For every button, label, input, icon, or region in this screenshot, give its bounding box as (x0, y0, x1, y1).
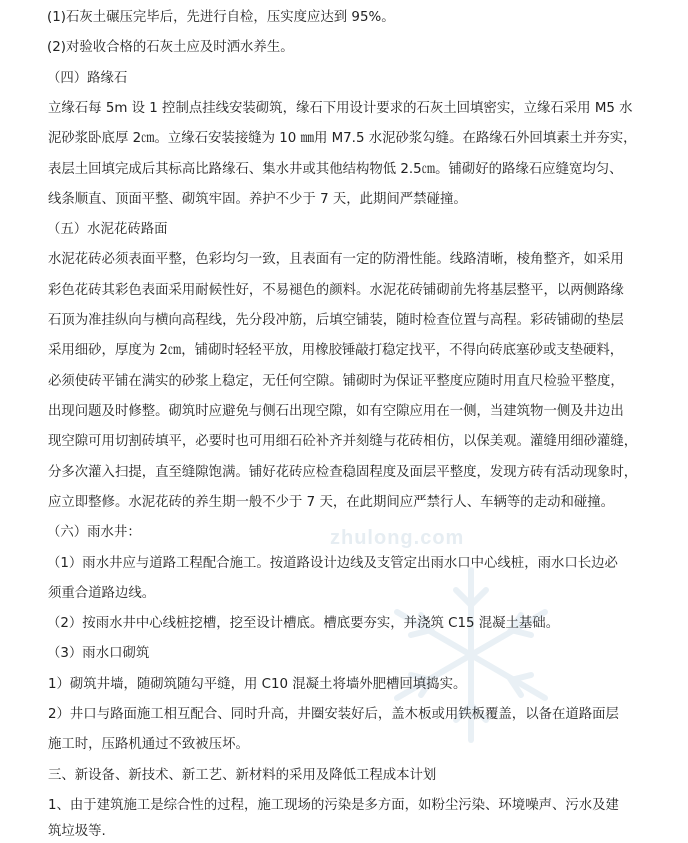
text-line: 线条顺直、顶面平整、砌筑牢固。养护不少于 7 天，此期间严禁碰撞。 (48, 192, 467, 207)
text-line: 施工时，压路机通过不致被压坏。 (48, 737, 249, 752)
text-line: 泥砂浆卧底厚 2㎝。立缘石安装接缝为 10 ㎜用 M7.5 水泥砂浆勾缝。在路缘石外回填素土并夯实， (48, 131, 637, 146)
section-heading: （五）水泥花砖路面 (47, 222, 168, 237)
text-line: (1)石灰土碾压完毕后，先进行自检，压实度应达到 95%。 (47, 10, 395, 25)
section-heading: 三、新设备、新技术、新工艺、新材料的采用及降低工程成本计划 (48, 768, 437, 783)
text-line: 表层土回填完成后其标高比路缘石、集水井或其他结构物低 2.5㎝。铺砌好的路缘石应缝宽均匀、 (48, 162, 623, 177)
text-line: 应立即整修。水泥花砖的养生期一般不少于 7 天，在此期间应严禁行人、车辆等的走动和碰撞。 (48, 495, 615, 510)
text-line: (2)对验收合格的石灰土应及时洒水养生。 (47, 40, 294, 55)
text-line: 现空隙可用切割砖填平，必要时也可用细石砼补齐并刻缝与花砖相仿，以保美观。灌缝用细砂灌缝， (48, 434, 638, 449)
text-line: 1、由于建筑施工是综合性的过程，施工现场的污染是多方面，如粉尘污染、环境噪声、污水及建 (48, 798, 619, 813)
text-line: （2）按雨水井中心线桩挖槽，挖至设计槽底。槽底要夯实，并浇筑 C15 混凝土基础。 (47, 616, 560, 631)
text-line: 须重合道路边线。 (48, 586, 156, 601)
text-line: 水泥花砖必须表面平整，色彩均匀一致，且表面有一定的防滑性能。线路清晰，棱角整齐，如采用 (48, 252, 624, 267)
text-line: 1）砌筑井墙，随砌筑随勾平缝，用 C10 混凝土将墙外肥槽回填捣实。 (48, 677, 467, 692)
text-line: 筑垃圾等. (48, 824, 106, 839)
text-line: 彩色花砖其彩色表面采用耐候性好，不易褪色的颜料。水泥花砖铺砌前先将基层整平，以两侧路缘 (48, 283, 624, 298)
text-line: 分多次灌入扫提，直至缝隙饱满。铺好花砖应检查稳固程度及面层平整度，发现方砖有活动现象时， (48, 465, 638, 480)
text-line: 立缘石每 5m 设 1 控制点挂线安装砌筑，缘石下用设计要求的石灰土回填密实，立缘石采用 M5 水 (48, 101, 633, 116)
text-line: （3）雨水口砌筑 (47, 646, 150, 661)
text-line: 采用细砂，厚度为 2㎝，铺砌时轻轻平放，用橡胶锤敲打稳定找平，不得向砖底塞砂或支垫硬料， (48, 343, 624, 358)
text-line: 石顶为准挂纵向与横向高程线，先分段冲筋，后填空铺装，随时检查位置与高程。彩砖铺砌的垫层 (48, 313, 624, 328)
watermark-text: zhulong.com (330, 527, 465, 549)
section-heading: （四）路缘石 (47, 71, 128, 86)
text-line: 2）井口与路面施工相互配合、同时升高，井圈安装好后，盖木板或用铁板覆盖，以备在道路面层 (48, 707, 619, 722)
section-heading: （六）雨水井： (47, 525, 141, 540)
text-line: 出现问题及时修整。砌筑时应避免与侧石出现空隙，如有空隙应用在一侧，当建筑物一侧及井边出 (48, 404, 624, 419)
text-line: 必须使砖平铺在满实的砂浆上稳定，无任何空隙。铺砌时为保证平整度应随时用直尺检验平整度， (48, 374, 624, 389)
text-line: （1）雨水井应与道路工程配合施工。按道路设计边线及支管定出雨水口中心线桩，雨水口长边必 (47, 556, 618, 571)
